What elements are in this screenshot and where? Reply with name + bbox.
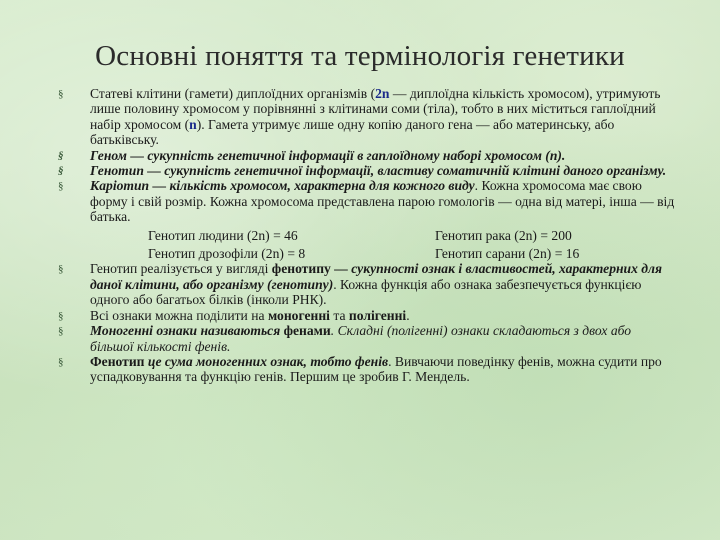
list-item-gametes: § Статеві клітини (гамети) диплоїдних організмів (2n — диплоїдна кількість хромосом), утримують лише половину хромосом у порівнянні з клітинами соми (тіла), тобто в них міститься гаплоїдний набір хромосом (n). Гамета утримує лише одну копію даного гена — або материнську, або батьківську. — [58, 86, 661, 148]
bullet-icon: § — [58, 165, 64, 178]
list-item-genome: § Геном — сукупність генетичної інформації в гаплоїдному наборі хромосом (n). — [58, 147, 566, 163]
bullet-icon: § — [58, 325, 64, 338]
bullet-icon: § — [58, 309, 64, 322]
genotype-row — [90, 246, 678, 261]
bullet-list — [58, 86, 678, 385]
bullet-icon: § — [58, 180, 64, 193]
list-item-fens: § Моногенні ознаки називаються фенами. Складні (полігенні) ознаки складаються з двох або більшої кількості фенів. — [58, 323, 632, 354]
list-item-phenotype-sum: § Фенотип це сума моногенних ознак, тобто фенів. Вивчаючи поведінку фенів, можна судити про успадковування та функцію генів. Першим це зробив Г. Мендель. — [58, 353, 662, 385]
genotype-locust: Генотип сарани (2n) = 16 — [435, 246, 580, 262]
bullet-icon: § — [58, 355, 64, 368]
bullet-icon: § — [58, 263, 64, 276]
genotype-human: Генотип людини (2n) = 46 — [148, 227, 298, 243]
genotype-drosophila: Генотип дрозофіли (2n) = 8 — [148, 246, 306, 262]
genotype-row — [90, 228, 678, 243]
list-item-karyotype: § Каріотип — кількість хромосом, характерна для кожного виду. Кожна хромосома має свою форму і свій розмір. Кожна хромосома представлена парою гомологів — одна від матері, інша — від батька. Генотип людини (2n) = 46 Генотип рака (2n) = 200 Генотип дрозофіли (2n) = 8 Генотип сарани (2n) = 16 — [58, 178, 678, 261]
bullet-icon: § — [58, 88, 64, 100]
list-item-phenotype: § Генотип реалізується у вигляді фенотипу — сукупності ознак і властивостей, характерних для даної клітини, або організму (генотипу). Кожна функція або ознака забезпечується функцією одного або багатьох білків (інколи РНК). — [58, 261, 663, 308]
list-item-genotype: § Генотип — сукупність генетичної інформації, властиву соматичній клітині даного організму. — [58, 163, 667, 179]
genotype-crayfish: Генотип рака (2n) = 200 — [435, 227, 572, 243]
list-item-traits: § Всі ознаки можна поділити на моногенні та полігенні. — [58, 307, 410, 323]
slide-title: Основні поняття та термінологія генетики — [95, 40, 625, 72]
bullet-icon: § — [58, 149, 64, 162]
